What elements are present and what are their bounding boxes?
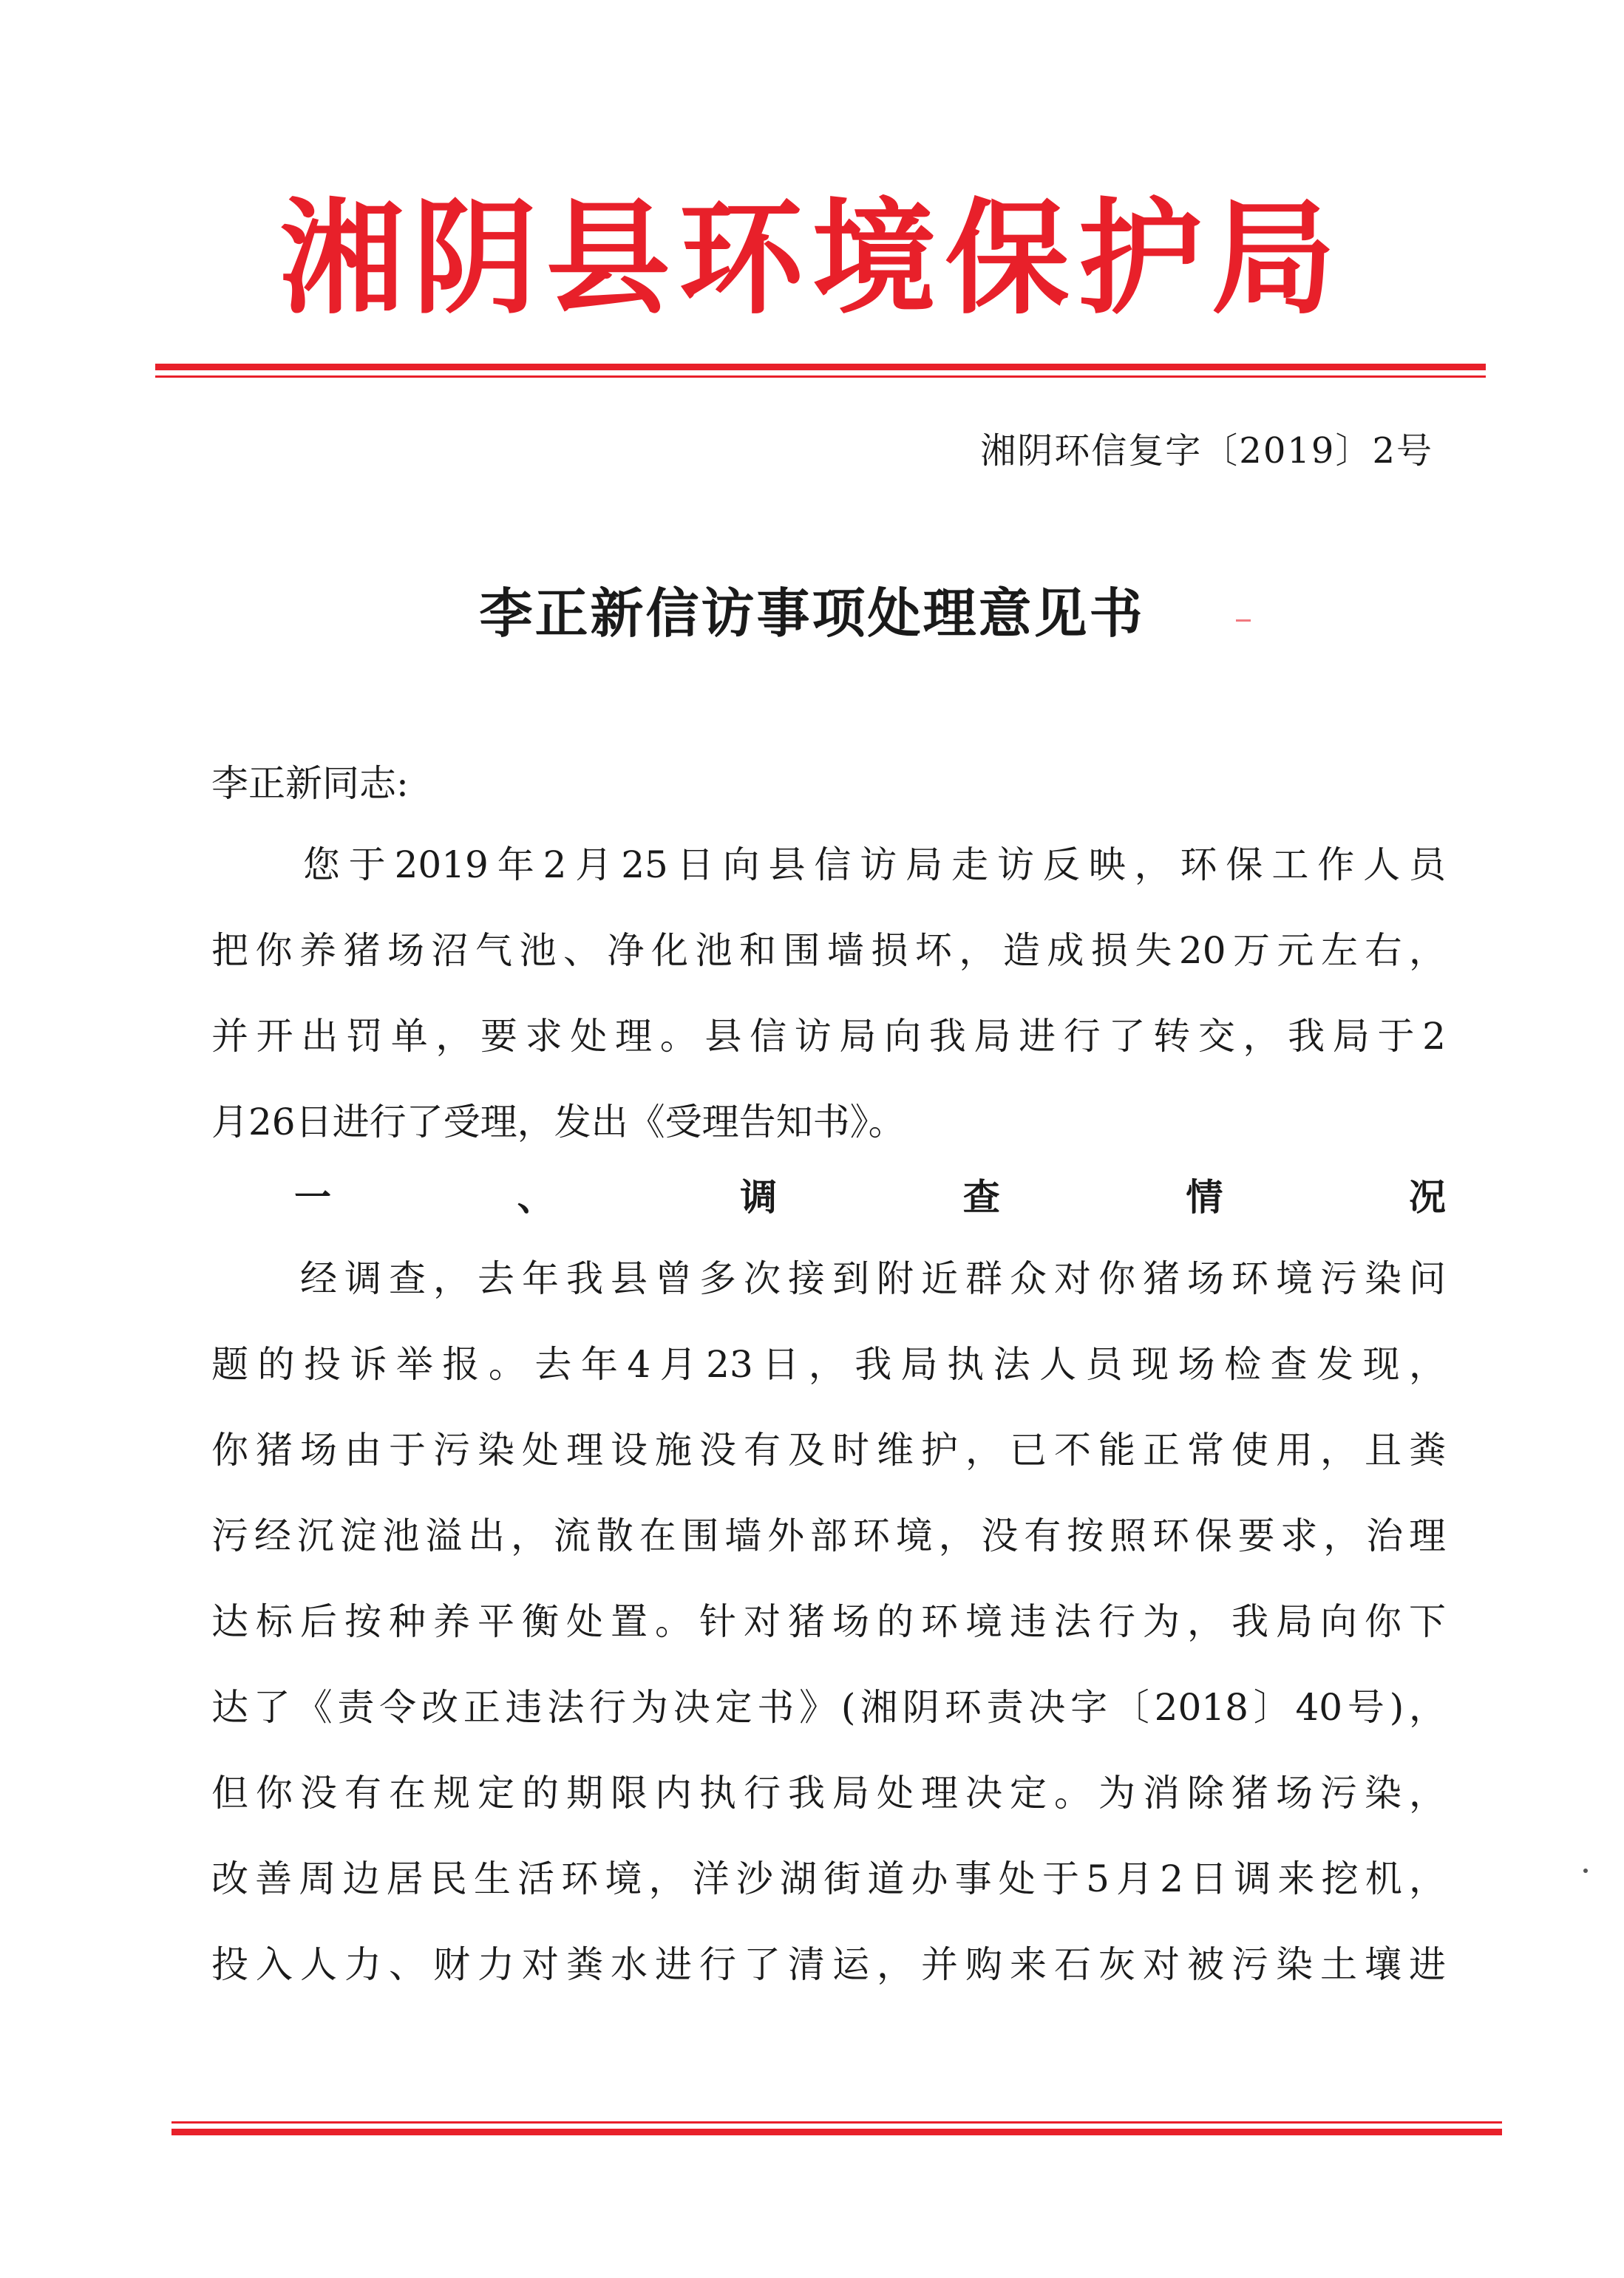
red-ink-mark [1236,619,1251,622]
section-heading [211,1175,1446,1220]
paragraph-line: 题的投诉举报。去年4月23日，我局执法人员现场检查发现， [211,1343,1446,1386]
paragraph-line: 月26日进行了受理，发出《受理告知书》。 [211,1101,906,1143]
paragraph-line: 你猪场由于污染处理设施没有及时维护，已不能正常使用，且粪 [211,1429,1446,1472]
paragraph-line: 污经沉淀池溢出，流散在围墙外部环境，没有按照环保要求，治理 [211,1514,1446,1557]
paragraph-line: 您于2019年2月25日向县信访局走访反映，环保工作人员 [211,843,1446,886]
paragraph-line: 并开出罚单，要求处理。县信访局向我局进行了转交，我局于2 [211,1015,1446,1058]
letterhead-red-rule-thick [155,364,1486,370]
paragraph-line: 达标后按种养平衡处置。针对猪场的环境违法行为，我局向你下 [211,1600,1446,1643]
paragraph-line: 改善周边居民生活环境，洋沙湖街道办事处于5月2日调来挖机， [211,1857,1446,1900]
paragraph-line: 把你养猪场沼气池、净化池和围墙损坏，造成损失20万元左右， [211,929,1446,972]
letterhead-red-rule-thin [155,375,1486,378]
paragraph-line: 投入人力、财力对粪水进行了清运，并购来石灰对被污染土壤进 [211,1943,1446,1986]
paragraph-line: 经调查，去年我县曾多次接到附近群众对你猪场环境污染问 [211,1257,1446,1300]
salutation [211,761,1446,806]
salutation-line: 李正新同志: [211,762,409,805]
footer-red-rule-thick [171,2129,1502,2135]
footer-red-rule-thin [171,2121,1502,2124]
paragraph-line: 达了《责令改正违法行为决定书》(湘阴环责决字〔2018〕40号)， [211,1686,1446,1729]
document-title: 李正新信访事项处理意见书 [479,582,1145,645]
document-number: 湘阴环信复字〔2019〕2号 [980,430,1433,472]
section-heading-text: 一、调查情况 [294,1176,1446,1219]
paragraph-line: 但你没有在规定的期限内执行我局处理决定。为消除猪场污染， [211,1772,1446,1815]
paragraph-receipt [211,843,1446,1144]
agency-letterhead-title: 湘阴县环境保护局 [279,186,1345,331]
scan-speck [1583,1869,1588,1873]
paragraph-investigation [211,1257,1446,1987]
